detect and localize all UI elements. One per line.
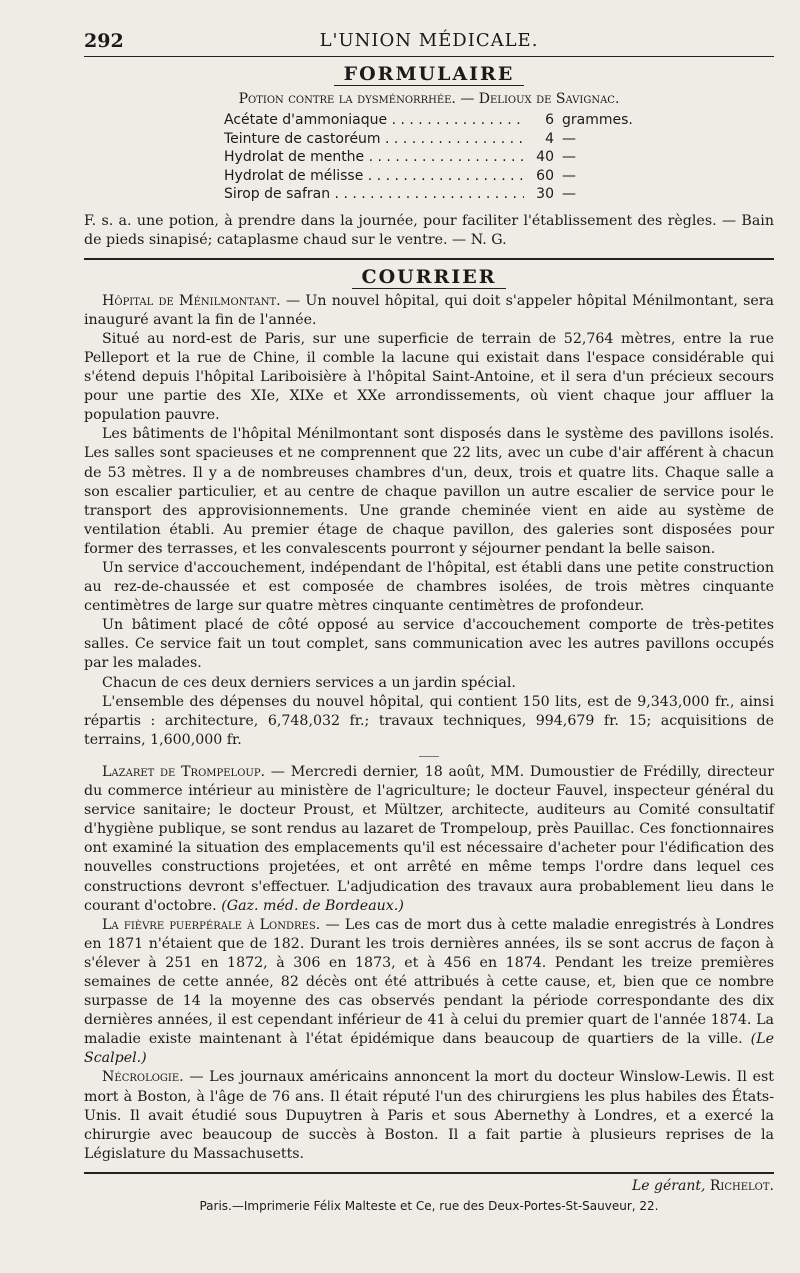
ingredient-name: Sirop de safran . . . — [224, 185, 524, 204]
ingredient-name: Hydrolat de mélisse . . . — [224, 167, 524, 186]
ingredient-unit: — — [562, 130, 576, 147]
formulaire-heading: Potion contre la dysménorrhée. — Delioux de Savignac. — [238, 91, 620, 107]
formulaire-title: FORMULAIRE — [84, 63, 774, 85]
ingredient-qty: 6 — [545, 112, 554, 128]
fievre-text: — Les cas de mort dus à cette maladie enregistrés à Londres en 1871 n'étaient que de 182. Durant les trois dernières années, ils se sont accrus de façon à s'élever à 251 en 1872, à 306 en 1873, et à 456 en 1874. Pendant les treize premières semaines de cette année, 82 décès ont été attribués à cette cause, et, bien que ce nombre surpasse de 14 la moyenne des cas observés pendant la période correspondante des dix dernières années, il est cependant inférieur de 41 à celui du premier quart de l'année 1874. La maladie existe maintenant à l'état épidémique dans beaucoup de quartiers de la ville. — [84, 916, 774, 1048]
section-divider — [84, 258, 774, 260]
paragraph: Un service d'accouchement, indépendant de l'hôpital, est établi dans une petite construction au rez-de-chaussée et est composée de chambres isolées, de trois mètres cinquante centimètres de large sur quatre mètres cinquante centimètres de profondeur. — [84, 560, 774, 615]
footer-divider — [84, 1172, 774, 1174]
ingredient-unit: — — [562, 186, 576, 202]
ingredient-name: Hydrolat de menthe . . . — [224, 148, 524, 167]
lazaret-lead: Lazaret de Trompeloup. — [102, 763, 266, 780]
lazaret-source: (Gaz. méd. de Bordeaux.) — [221, 897, 404, 914]
recipe-row — [224, 148, 774, 167]
recipe-row — [224, 167, 774, 186]
paragraph: L'ensemble des dépenses du nouvel hôpital, qui contient 150 lits, est de 9,343,000 fr., ainsi répartis : architecture, 6,748,032 fr.; travaux techniques, 994,679 fr. 15; acquisitions de terrains, 1,600,000 fr. — [84, 693, 774, 748]
recipe-row — [224, 111, 774, 130]
recipe-list — [224, 111, 774, 204]
ingredient-qty: 30 — [536, 186, 554, 202]
hopital-intro — [84, 292, 774, 330]
recipe-row — [224, 130, 774, 149]
lazaret-paragraph — [84, 763, 774, 916]
paragraph: Chacun de ces deux derniers services a un jardin spécial. — [102, 674, 516, 691]
hopital-intro-text: — Un nouvel hôpital, qui doit s'appeler hôpital Ménilmontant, sera inauguré avant la fin de l'année. — [84, 292, 775, 328]
fievre-lead: La fièvre puerpérale à Londres. — [102, 916, 321, 933]
printer-line: Paris.—Imprimerie Félix Malteste et Ce, rue des Deux-Portes-St-Sauveur, 22. — [199, 1198, 659, 1213]
journal-title: L'UNION MÉDICALE. — [319, 30, 539, 51]
necrologie-lead: Nécrologie. — [102, 1069, 184, 1086]
paragraph: Les bâtiments de l'hôpital Ménilmontant sont disposés dans le système des pavillons isolés. Les salles sont spacieuses et ne comprennent que 22 lits, avec un cube d'air afférent à chacun de 53 mètres. Il y a de nombreuses chambres d'un, deux, trois et quatre lits. Chaque salle a son escalier particulier, et au centre de chaque pavillon un autre escalier de service pour le transport des approvisionnements. Une grande cheminée vient en aide au système de ventilation établi. Au premier étage de chaque pavillon, des galeries sont disposées pour former des terrasses, et les convalescents pourront y séjourner pendant la belle saison. — [84, 426, 774, 557]
page-header — [84, 22, 774, 57]
separator — [419, 756, 439, 757]
ingredient-qty: 40 — [536, 149, 554, 165]
paragraph: Un bâtiment placé de côté opposé au service d'accouchement comporte de très-petites salles. Ce service fait un tout complet, sans communication avec les autres pavillons occupés par les malades. — [84, 617, 774, 672]
necrologie-text: — Les journaux américains annoncent la mort du docteur Winslow-Lewis. Il est mort à Boston, à l'âge de 76 ans. Il était réputé l'un des chirurgiens les plus habiles des États-Unis. Il avait étudié sous Dupuytren à Paris et sous Abernethy à Londres, et a exercé la chirurgie avec beaucoup de succès à Boston. Il a fait partie à plusieurs reprises de la Législature du Massachusetts. — [84, 1069, 774, 1162]
formulaire-instructions: F. s. a. une potion, à prendre dans la journée, pour faciliter l'établissement des règles. — Bain de pieds sinapisé; cataplasme chaud sur le ventre. — N. G. — [84, 212, 774, 248]
ingredient-unit: — — [562, 149, 576, 165]
necrologie-paragraph — [84, 1068, 774, 1163]
fievre-paragraph — [84, 916, 774, 1069]
gerant-label: Le gérant, — [632, 1177, 706, 1194]
courrier-title: COURRIER — [84, 266, 774, 288]
ingredient-name: Acétate d'ammoniaque . . . — [224, 111, 524, 130]
ingredient-unit: — — [562, 167, 576, 184]
recipe-row — [224, 185, 774, 204]
paragraph: Situé au nord-est de Paris, sur une superficie de terrain de 52,764 mètres, entre la rue Pelleport et la rue de Chine, il comble la lacune qui existait dans l'espace considérable qui s'étend depuis l'hôpital Lariboisière à l'hôpital Saint-Antoine, et il sera d'un précieux secours pour une partie des XIe, XIXe et XXe arrondissements, où vient chaque jour affluer la population pauvre. — [84, 330, 774, 424]
ingredient-qty: 60 — [536, 167, 554, 184]
page-number: 292 — [84, 30, 124, 52]
ingredient-name: Teinture de castoréum . . . — [224, 130, 524, 149]
lazaret-text: — Mercredi dernier, 18 août, MM. Dumoustier de Frédilly, directeur du commerce intérieur au ministère de l'agriculture; le docteur Fauvel, inspecteur général du service sanitaire; le docteur Proust, et Mültzer, architecte, auditeurs au Comité consultatif d'hygiène publique, se sont rendus au lazaret de Trompeloup, près Pauillac. Ces fonctionnaires ont examiné la situation des emplacements qu'il est nécessaire d'acheter pour l'édification des nouvelles constructions projetées, et ont arrêté en même temps l'ordre dans lequel ces constructions devront s'effectuer. L'adjudication des travaux aura probablement lieu dans le courant d'octobre. — [84, 763, 774, 914]
gerant-name: Richelot. — [709, 1177, 774, 1194]
hopital-lead: Hôpital de Ménilmontant. — [102, 292, 281, 309]
ingredient-qty: 4 — [545, 130, 554, 147]
fievre-source: (Le Scalpel.) — [84, 1031, 775, 1067]
ingredient-unit: grammes. — [562, 112, 633, 128]
gerant-signature — [84, 1178, 774, 1194]
